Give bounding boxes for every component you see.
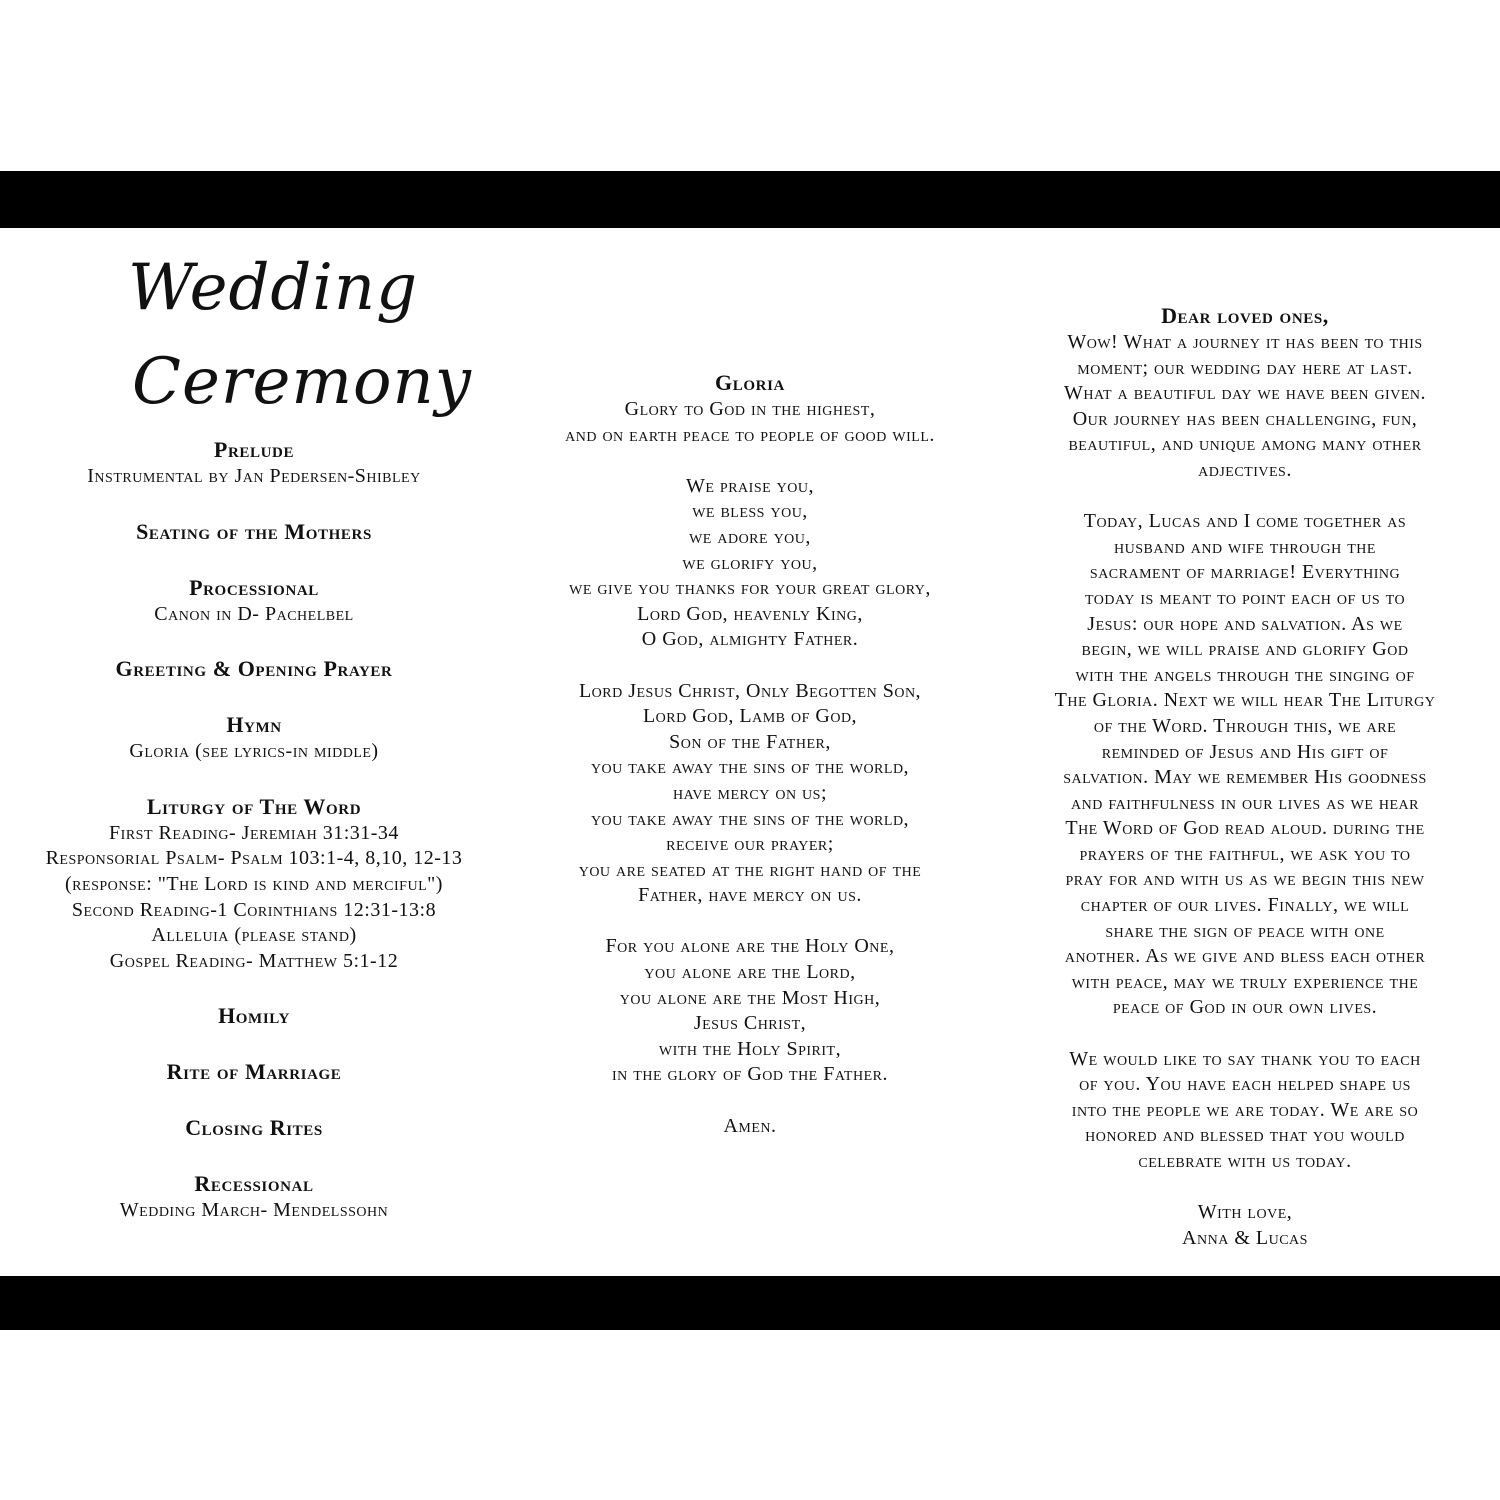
letter-paragraph: [1010, 330, 1480, 484]
letter-heading: Dear loved ones,: [1161, 303, 1329, 328]
letter-line: prayers of the faithful, we ask you to: [1079, 842, 1411, 865]
section-heading: Recessional: [194, 1171, 314, 1197]
top-black-band: [0, 171, 1500, 228]
gloria-heading: Gloria: [715, 370, 785, 395]
letter-line: The Word of God read aloud. during the: [1065, 817, 1425, 840]
program-section: [20, 655, 488, 683]
title-ceremony: Ceremony: [132, 345, 472, 419]
section-detail: Second Reading-1 Corinthians 12:31-13:8: [71, 898, 437, 921]
gloria-stanza: [505, 474, 995, 653]
letter-line: salvation. May we remember His goodness: [1063, 766, 1427, 789]
letter-line: moment; our wedding day here at last.: [1077, 356, 1413, 379]
letter-line: Today, Lucas and I come together as: [1083, 510, 1407, 533]
letter-line: today is meant to point each of us to: [1084, 586, 1406, 609]
letter-line: husband and wife through the: [1114, 535, 1376, 558]
lyric-line: For you alone are the Holy One,: [605, 935, 895, 958]
section-heading: Liturgy of The Word: [146, 793, 362, 819]
program-section: [20, 1170, 488, 1224]
lyric-line: you alone are the Lord,: [644, 961, 856, 984]
lyric-line: Lord Jesus Christ, Only Begotten Son,: [578, 679, 922, 702]
program-section: [20, 436, 488, 490]
letter-to-guests: [1010, 302, 1480, 1277]
program-section: [20, 1114, 488, 1142]
lyric-line: in the glory of God the Father.: [612, 1063, 888, 1086]
letter-line: peace of God in our own lives.: [1112, 996, 1378, 1019]
gloria-lyrics: [505, 369, 995, 1165]
section-heading: Greeting & Opening Prayer: [115, 656, 393, 682]
letter-line: reminded of Jesus and His gift of: [1101, 740, 1389, 763]
program-section: [20, 711, 488, 765]
letter-line: We would like to say thank you to each: [1069, 1047, 1421, 1070]
lyric-line: we bless you,: [692, 500, 808, 523]
letter-line: of the Word. Through this, we are: [1093, 714, 1397, 737]
letter-line: sacrament of marriage! Everything: [1089, 561, 1401, 584]
lyric-line: We praise you,: [686, 474, 814, 497]
section-detail: Wedding March- Mendelssohn: [119, 1199, 389, 1222]
section-detail: Gloria (see lyrics-in middle): [129, 740, 379, 763]
letter-line: Anna & Lucas: [1182, 1226, 1308, 1249]
section-heading: Homily: [218, 1003, 290, 1029]
letter-line: Wow! What a journey it has been to this: [1067, 331, 1423, 353]
lyric-line: you alone are the Most High,: [619, 986, 881, 1009]
program-section: [20, 1058, 488, 1086]
lyric-line: you take away the sins of the world,: [590, 756, 910, 779]
section-detail: (response: "The Lord is kind and merciful"): [65, 872, 443, 895]
letter-line: Jesus: our hope and salvation. As we: [1087, 612, 1403, 635]
letter-line: chapter of our lives. Finally, we will: [1080, 894, 1410, 917]
letter-line: beautiful, and unique among many other: [1068, 433, 1422, 456]
lyric-line: Amen.: [723, 1114, 777, 1137]
gloria-stanza: [505, 679, 995, 909]
lyric-line: you take away the sins of the world,: [590, 807, 910, 830]
gloria-stanza: [505, 934, 995, 1088]
program-section: [20, 518, 488, 546]
lyric-line: Lord God, heavenly King,: [637, 602, 863, 625]
lyric-line: we adore you,: [689, 525, 811, 548]
lyric-line: we glorify you,: [682, 551, 818, 574]
lyric-line: Jesus Christ,: [693, 1012, 807, 1035]
section-detail: Gospel Reading- Matthew 5:1-12: [109, 949, 399, 972]
section-heading: Hymn: [226, 712, 282, 738]
section-heading: Rite of Marriage: [166, 1059, 342, 1085]
section-heading: Processional: [189, 574, 319, 600]
letter-line: Our journey has been challenging, fun,: [1072, 407, 1418, 430]
letter-line: begin, we will praise and glorify God: [1081, 638, 1409, 661]
letter-line: and faithfulness in our lives as we hear: [1071, 791, 1419, 814]
letter-paragraph: [1010, 1047, 1480, 1175]
lyric-line: Glory to God in the highest,: [624, 398, 876, 420]
letter-line: With love,: [1197, 1201, 1293, 1224]
program-section: [20, 793, 488, 975]
lyric-line: Son of the Father,: [669, 730, 831, 753]
gloria-stanza: [505, 397, 995, 448]
lyric-line: have mercy on us;: [672, 781, 828, 804]
program-section: [20, 574, 488, 628]
lyric-line: Lord God, Lamb of God,: [642, 705, 858, 728]
gloria-stanza: [505, 1114, 995, 1140]
letter-paragraphs: [1010, 330, 1480, 1251]
lyric-line: receive our prayer;: [666, 833, 834, 856]
letter-line: honored and blessed that you would: [1085, 1124, 1405, 1147]
letter-line: adjectives.: [1198, 458, 1292, 481]
lyric-line: you are seated at the right hand of the: [578, 858, 922, 881]
letter-line: What a beautiful day we have been given.: [1064, 382, 1426, 405]
letter-line: with the angels through the singing of: [1075, 663, 1415, 686]
section-detail: Canon in D- Pachelbel: [154, 602, 354, 625]
letter-line: of you. You have each helped shape us: [1079, 1073, 1411, 1096]
letter-line: The Gloria. Next we will hear The Liturgy: [1054, 689, 1436, 712]
section-detail: First Reading- Jeremiah 31:31-34: [109, 821, 399, 844]
letter-line: pray for and with us as we begin this new: [1065, 868, 1425, 891]
section-heading: Seating of the Mothers: [136, 518, 372, 544]
lyric-line: we give you thanks for your great glory,: [569, 577, 931, 600]
section-detail: Instrumental by Jan Pedersen-Shibley: [87, 465, 421, 487]
letter-line: with peace, may we truly experience the: [1071, 970, 1419, 993]
gloria-stanzas: [505, 397, 995, 1139]
letter-line: celebrate with us today.: [1138, 1150, 1352, 1172]
section-heading: Closing Rites: [185, 1115, 323, 1141]
ceremony-program: [20, 436, 488, 1252]
letter-paragraph: [1010, 509, 1480, 1021]
letter-paragraph: [1010, 1200, 1480, 1251]
section-heading: Prelude: [213, 437, 295, 462]
letter-line: into the people we are today. We are so: [1071, 1098, 1419, 1121]
lyric-line: and on earth peace to people of good will.: [565, 423, 935, 446]
section-detail: Alleluia (please stand): [151, 924, 357, 947]
lyric-line: Father, have mercy on us.: [638, 884, 862, 907]
section-detail: Responsorial Psalm- Psalm 103:1-4, 8,10, 12-13: [45, 847, 463, 870]
program-section: [20, 1002, 488, 1030]
lyric-line: O God, almighty Father.: [641, 628, 859, 651]
lyric-line: with the Holy Spirit,: [658, 1037, 842, 1060]
letter-line: share the sign of peace with one: [1105, 919, 1385, 942]
bottom-black-band: [0, 1276, 1500, 1330]
letter-line: another. As we give and bless each other: [1064, 945, 1426, 968]
title-wedding: Wedding: [128, 251, 419, 325]
